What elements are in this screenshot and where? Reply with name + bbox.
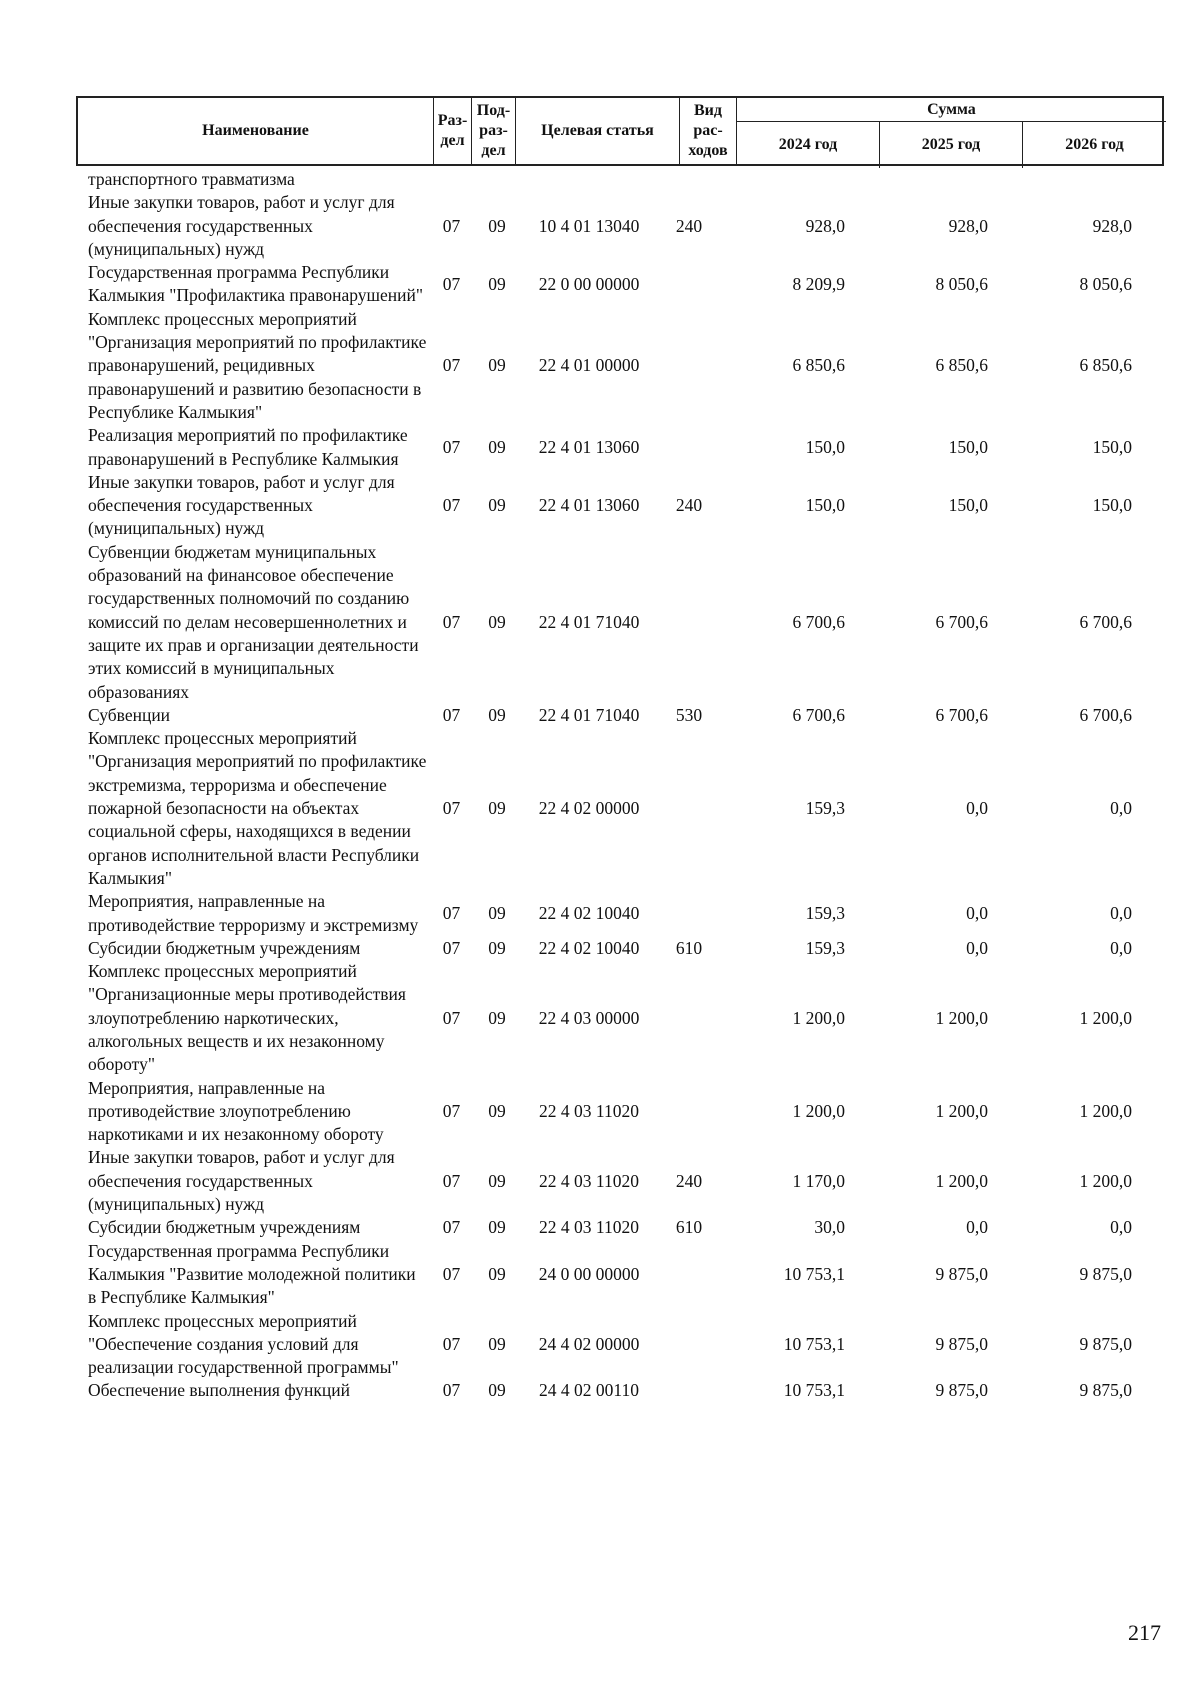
cell-y2026: 0,0 [1110, 1217, 1132, 1238]
table-row [76, 168, 1176, 191]
table-row [76, 308, 1176, 424]
cell-name: Комплекс процессных мероприятий "Организация мероприятий по профилактике правонарушений, рецидивных правонарушений и развитию безопасности в Республике Калмыкия" [88, 308, 427, 422]
cell-pod: 09 [488, 704, 506, 725]
cell-y2024: 150,0 [805, 436, 845, 457]
table-row [76, 191, 1176, 261]
cell-name: Государственная программа Республики Калмыкия "Развитие молодежной политики в Республике Калмыкия" [88, 1240, 416, 1308]
header-podrazdel: Под-раз-дел [472, 98, 516, 164]
cell-pod: 09 [488, 355, 506, 376]
header-razdel: Раз-дел [434, 98, 472, 164]
cell-pod: 09 [488, 611, 506, 632]
cell-cel: 22 4 01 00000 [538, 355, 640, 376]
cell-cel: 22 4 01 13060 [538, 436, 640, 457]
cell-name: Реализация мероприятий по профилактике правонарушений в Республике Калмыкия [88, 425, 408, 469]
cell-name: Комплекс процессных мероприятий "Организация мероприятий по профилактике экстремизма, терроризма и обеспечение пожарной безопасности на объектах социальной сферы, находящихся в ведении органов исполнительной власти Республики Калмыкия" [88, 728, 427, 888]
page-number: 217 [1128, 1620, 1161, 1645]
cell-y2024: 150,0 [805, 495, 845, 516]
cell-razdel: 07 [442, 937, 461, 958]
cell-razdel: 07 [442, 355, 461, 376]
cell-y2025: 1 200,0 [935, 1170, 988, 1191]
cell-name: Субвенции бюджетам муниципальных образований на финансовое обеспечение государственных полномочий по созданию комиссий по делам несовершеннолетних и защите их прав и организации деятельности этих комиссий в муниципальных образованиях [88, 541, 419, 702]
cell-name: Комплекс процессных мероприятий "Обеспечение создания условий для реализации государственной программы" [88, 1310, 399, 1378]
table-row [76, 937, 1176, 960]
cell-razdel: 07 [442, 436, 461, 457]
header-summa: Сумма [737, 98, 1166, 122]
cell-y2024: 6 700,6 [792, 704, 845, 725]
cell-y2026: 9 875,0 [1079, 1333, 1132, 1354]
cell-razdel: 07 [442, 1170, 461, 1191]
cell-name: Обеспечение выполнения функций [88, 1380, 350, 1401]
cell-name: Иные закупки товаров, работ и услуг для обеспечения государственных (муниципальных) нужд [88, 1147, 395, 1215]
cell-y2024: 10 753,1 [783, 1263, 845, 1284]
table-row [76, 727, 1176, 890]
cell-y2026: 6 700,6 [1079, 704, 1132, 725]
table-row [76, 471, 1176, 541]
cell-y2024: 30,0 [814, 1217, 845, 1238]
cell-razdel: 07 [442, 902, 461, 923]
cell-y2026: 928,0 [1092, 215, 1132, 236]
cell-vid: 240 [675, 495, 703, 516]
cell-pod: 09 [488, 1263, 506, 1284]
header-name: Наименование [78, 98, 434, 164]
table-row [76, 890, 1176, 937]
cell-name: Мероприятия, направленные на противодействие злоупотреблению наркотиками и их незаконному обороту [88, 1077, 384, 1145]
table-row [76, 960, 1176, 1076]
cell-y2026: 0,0 [1110, 937, 1132, 958]
cell-y2024: 159,3 [805, 902, 845, 923]
cell-razdel: 07 [442, 1007, 461, 1028]
table-row [76, 1146, 1176, 1216]
cell-y2026: 6 700,6 [1079, 611, 1132, 632]
cell-y2025: 0,0 [966, 937, 988, 958]
cell-cel: 24 4 02 00110 [539, 1380, 639, 1401]
table-row [76, 1240, 1176, 1310]
table-row [76, 1379, 1176, 1402]
cell-y2025: 8 050,6 [935, 273, 988, 294]
cell-y2026: 8 050,6 [1079, 273, 1132, 294]
cell-cel: 22 4 01 71040 [538, 611, 640, 632]
cell-pod: 09 [488, 273, 506, 294]
cell-cel: 22 0 00 00000 [538, 273, 640, 294]
cell-y2025: 150,0 [948, 436, 988, 457]
header-vid: Вид рас-ходов [680, 98, 737, 164]
cell-cel: 10 4 01 13040 [538, 215, 640, 236]
cell-y2024: 159,3 [805, 937, 845, 958]
cell-pod: 09 [488, 1170, 506, 1191]
cell-y2024: 1 200,0 [792, 1100, 845, 1121]
cell-cel: 22 4 01 13060 [538, 495, 640, 516]
cell-name: Субсидии бюджетным учреждениям [88, 937, 361, 958]
cell-y2026: 1 200,0 [1079, 1170, 1132, 1191]
cell-y2024: 6 850,6 [792, 355, 845, 376]
cell-name: Субвенции [88, 704, 171, 725]
cell-razdel: 07 [442, 1263, 461, 1284]
cell-name: Государственная программа Республики Калмыкия "Профилактика правонарушений" [88, 262, 424, 306]
cell-razdel: 07 [442, 1380, 461, 1401]
cell-razdel: 07 [442, 611, 461, 632]
cell-y2026: 150,0 [1092, 495, 1132, 516]
cell-cel: 22 4 03 00000 [538, 1007, 640, 1028]
cell-y2025: 1 200,0 [935, 1007, 988, 1028]
cell-pod: 09 [488, 1380, 506, 1401]
header-year-2025: 2025 год [880, 122, 1023, 168]
cell-pod: 09 [488, 937, 506, 958]
cell-y2026: 9 875,0 [1079, 1263, 1132, 1284]
cell-y2024: 6 700,6 [792, 611, 845, 632]
cell-cel: 22 4 02 00000 [538, 798, 640, 819]
cell-pod: 09 [488, 798, 506, 819]
cell-cel: 22 4 03 11020 [539, 1170, 639, 1191]
cell-razdel: 07 [442, 704, 461, 725]
cell-pod: 09 [488, 1007, 506, 1028]
cell-razdel: 07 [442, 215, 461, 236]
table-row [76, 1216, 1176, 1239]
header-celevaya: Целевая статья [516, 98, 680, 164]
cell-vid: 610 [675, 1217, 703, 1238]
cell-y2026: 0,0 [1110, 798, 1132, 819]
cell-razdel: 07 [442, 1217, 461, 1238]
cell-cel: 22 4 02 10040 [538, 902, 640, 923]
cell-cel: 22 4 01 71040 [538, 704, 640, 725]
table-row [76, 261, 1176, 308]
cell-y2024: 159,3 [805, 798, 845, 819]
cell-pod: 09 [488, 215, 506, 236]
cell-razdel: 07 [442, 273, 461, 294]
table-header [76, 96, 1164, 166]
cell-vid: 530 [675, 704, 703, 725]
cell-cel: 22 4 03 11020 [539, 1217, 639, 1238]
cell-y2024: 10 753,1 [783, 1380, 845, 1401]
cell-y2024: 1 170,0 [792, 1170, 845, 1191]
cell-razdel: 07 [442, 1100, 461, 1121]
cell-razdel: 07 [442, 495, 461, 516]
cell-y2025: 9 875,0 [935, 1263, 988, 1284]
cell-y2026: 150,0 [1092, 436, 1132, 457]
table-row [76, 704, 1176, 727]
table-row [76, 1077, 1176, 1147]
cell-y2025: 0,0 [966, 1217, 988, 1238]
cell-vid: 240 [675, 215, 703, 236]
cell-razdel: 07 [442, 1333, 461, 1354]
header-year-2024: 2024 год [737, 122, 880, 168]
cell-name: транспортного травматизма [88, 169, 295, 189]
cell-y2025: 9 875,0 [935, 1333, 988, 1354]
table-row [76, 541, 1176, 704]
cell-y2026: 0,0 [1110, 902, 1132, 923]
cell-y2026: 1 200,0 [1079, 1100, 1132, 1121]
cell-y2024: 10 753,1 [783, 1333, 845, 1354]
cell-y2025: 150,0 [948, 495, 988, 516]
cell-pod: 09 [488, 1217, 506, 1238]
cell-y2025: 6 850,6 [935, 355, 988, 376]
cell-y2025: 928,0 [948, 215, 988, 236]
cell-pod: 09 [488, 1100, 506, 1121]
cell-pod: 09 [488, 1333, 506, 1354]
cell-y2025: 0,0 [966, 798, 988, 819]
cell-name: Субсидии бюджетным учреждениям [88, 1217, 361, 1238]
cell-y2025: 6 700,6 [935, 611, 988, 632]
cell-y2024: 1 200,0 [792, 1007, 845, 1028]
cell-name: Иные закупки товаров, работ и услуг для обеспечения государственных (муниципальных) нужд [88, 192, 395, 259]
cell-vid: 610 [675, 937, 703, 958]
cell-name: Мероприятия, направленные на противодействие терроризму и экстремизму [88, 891, 419, 935]
cell-y2025: 6 700,6 [935, 704, 988, 725]
cell-y2026: 6 850,6 [1079, 355, 1132, 376]
cell-y2024: 8 209,9 [792, 273, 845, 294]
cell-cel: 24 4 02 00000 [538, 1333, 640, 1354]
cell-y2024: 928,0 [805, 215, 845, 236]
cell-y2026: 9 875,0 [1079, 1380, 1132, 1401]
table-row [76, 1310, 1176, 1380]
table-row [76, 424, 1176, 471]
cell-name: Комплекс процессных мероприятий "Организационные меры противодействия злоупотреблению наркотических, алкогольных веществ и их незаконному обороту" [88, 961, 406, 1075]
cell-pod: 09 [488, 436, 506, 457]
table-body [76, 168, 1176, 1403]
cell-y2025: 1 200,0 [935, 1100, 988, 1121]
cell-y2026: 1 200,0 [1079, 1007, 1132, 1028]
cell-y2025: 9 875,0 [935, 1380, 988, 1401]
cell-razdel: 07 [442, 798, 461, 819]
cell-cel: 24 0 00 00000 [538, 1263, 640, 1284]
cell-vid: 240 [675, 1170, 703, 1191]
cell-pod: 09 [488, 902, 506, 923]
cell-cel: 22 4 02 10040 [538, 937, 640, 958]
header-year-2026: 2026 год [1065, 136, 1124, 153]
cell-y2025: 0,0 [966, 902, 988, 923]
cell-pod: 09 [488, 495, 506, 516]
cell-cel: 22 4 03 11020 [539, 1100, 639, 1121]
cell-name: Иные закупки товаров, работ и услуг для обеспечения государственных (муниципальных) нужд [88, 471, 395, 539]
